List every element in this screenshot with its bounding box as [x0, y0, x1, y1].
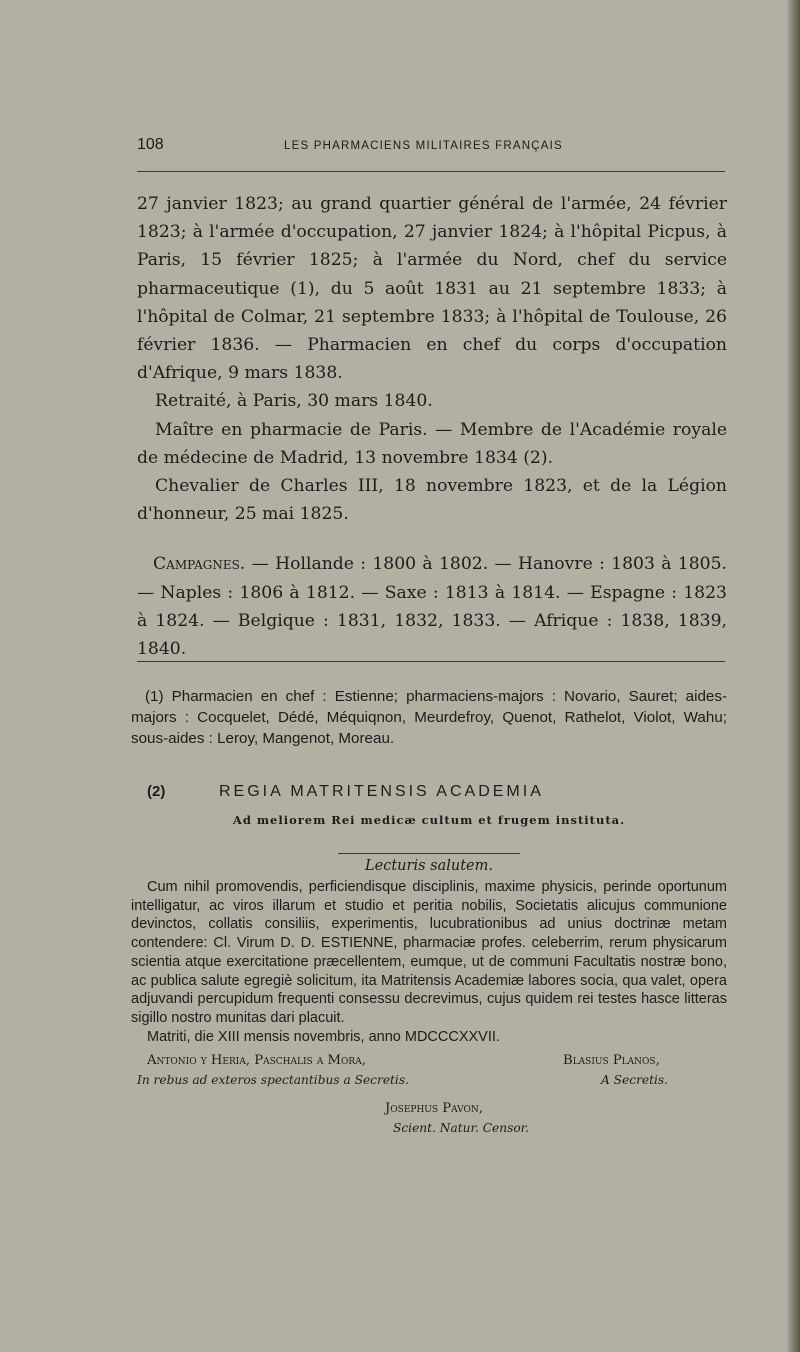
decree-body: Cum nihil promovendis, perficiendisque disciplinis, maxime physicis, perinde oportunum intelligatur, ac viros illarum et studio et peritia nobilis, Societatis alicujus communione devinctos, collatis consiliis, experimentis, lucubrationibus ad unius doctrinæ metam contendere: Cl. Virum D. D. ESTIENNE, pharmaciæ profes. celeberrim, rerum physicarum scientia atque exercitatione præcellentem, eumque, ut de communi Facultatis nostræ bono, ac publica salute egregiè solicitum, ita Matritensis Academiæ labores socia, qua valet, opera adjuvandi percupidum frequenti consessu decrevimus, cujus quidem rei testes hasce litteras sigillo nostro munitas dari placuit.: [131, 879, 727, 1026]
academy-title: REGIA MATRITENSIS ACADEMIA: [219, 783, 544, 800]
footnote-rule: [137, 661, 725, 662]
footnote-2-number: (2): [147, 783, 166, 800]
page-number: 108: [137, 136, 164, 153]
signature-1-role: In rebus ad exteros spectantibus a Secretis.: [137, 1072, 409, 1087]
footnote-1: [131, 686, 727, 749]
signature-2-role: A Secretis.: [601, 1072, 669, 1087]
campaigns-text: — Hollande : 1800 à 1802. — Hanovre : 1803 à 1805. — Naples : 1806 à 1812. — Saxe : 1813 à 1814. — Espagne : 1823 à 1824. — Belgique : 1831, 1832, 1833. — Afrique : 1838, 1839, 1840.: [137, 554, 728, 660]
signatures: [131, 1049, 727, 1159]
header-rule: [137, 171, 725, 172]
signature-2-name: Blasius Planos,: [563, 1052, 660, 1068]
campaigns-label: Campagnes.: [153, 554, 246, 575]
signature-3-name: Josephus Pavon,: [385, 1100, 483, 1116]
paragraph-honours: Chevalier de Charles III, 18 novembre 1823, et de la Légion d'honneur, 25 mai 1825.: [137, 476, 727, 525]
paragraph-retired: Retraité, à Paris, 30 mars 1840.: [155, 391, 433, 412]
signature-1-name: Antonio y Heria, Paschalis a Mora,: [147, 1052, 366, 1068]
paragraph-campaigns: [137, 550, 727, 663]
main-text: [137, 190, 727, 663]
page-edge: [786, 0, 800, 1352]
running-head: LES PHARMACIENS MILITAIRES FRANÇAIS: [284, 140, 563, 152]
academy-motto: Ad meliorem Rei medicæ cultum et frugem instituta.: [232, 813, 626, 827]
salutation: Lecturis salutem.: [365, 858, 493, 874]
footnotes: [131, 686, 727, 1159]
page-header: [137, 136, 725, 166]
paragraph-service-record: 27 janvier 1823; au grand quartier général de l'armée, 24 février 1823; à l'armée d'occupation, 27 janvier 1824; à l'hôpital Picpus, à Paris, 15 février 1825; à l'armée du Nord, chef du service pharmaceutique (1), du 5 août 1831 au 21 septembre 1833; à l'hôpital de Colmar, 21 septembre 1833; à l'hôpital de Toulouse, 26 février 1836. — Pharmacien en chef du corps d'occupation d'Afrique, 9 mars 1838.: [137, 194, 727, 384]
signature-3-role: Scient. Natur. Censor.: [393, 1120, 530, 1135]
paragraph-membership: Maître en pharmacie de Paris. — Membre de l'Académie royale de médecine de Madrid, 13 novembre 1834 (2).: [137, 419, 727, 468]
decree-text: [131, 878, 727, 1028]
dateline: Matriti, die XIII mensis novembris, anno MDCCCXXVII.: [147, 1028, 500, 1045]
diploma-rule: [338, 853, 520, 854]
footnote-1-text: (1) Pharmacien en chef : Estienne; pharmaciens-majors : Novario, Sauret; aides-majors : Cocquelet, Dédé, Méquiqnon, Meurdefroy, Quenot, Rathelot, Violot, Wahu; sous-aides : Leroy, Mangenot, Moreau.: [131, 688, 727, 747]
footnote-2-heading: [131, 783, 727, 807]
